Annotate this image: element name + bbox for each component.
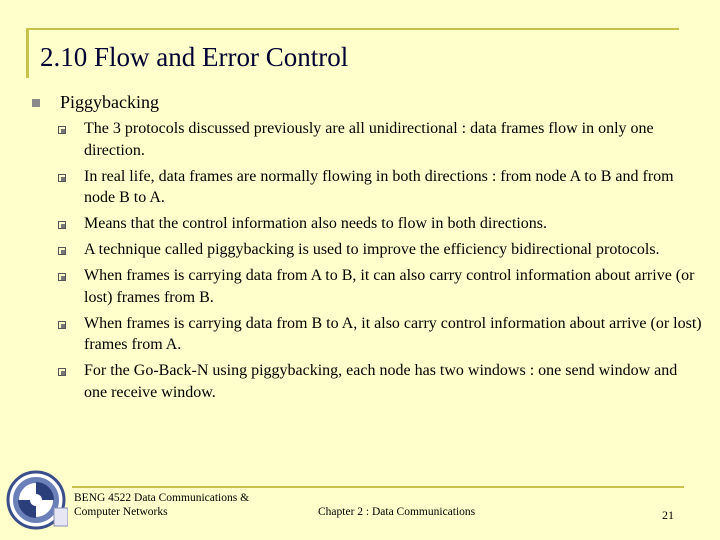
hollow-square-bullet-icon [58,174,66,182]
hollow-square-bullet-icon [58,368,66,376]
sub-bullet-text: A technique called piggybacking is used to improve the efficiency bidirectional protocols. [84,241,660,258]
sub-bullet-text: Means that the control information also needs to flow in both directions. [84,215,548,232]
footer-divider [72,486,684,488]
sub-bullet-text: When frames is carrying data from B to A, it also carry control information about arrive (or lost) frames from A. [84,314,702,353]
sub-bullet-text: For the Go-Back-N using piggybacking, each node has two windows : one send window and one receive window. [84,362,678,401]
sub-bullet-list [58,118,704,408]
sub-bullet [58,166,704,209]
footer-chapter: Chapter 2 : Data Communications [318,506,476,518]
hollow-square-bullet-icon [58,321,66,329]
sub-bullet [58,118,704,161]
footer-course-line-1: BENG 4522 Data Communications & [74,492,250,504]
square-bullet-icon [32,99,40,107]
main-bullet-text: Piggybacking [60,92,159,112]
sub-bullet [58,265,704,308]
sub-bullet [58,313,704,356]
hollow-square-bullet-icon [58,221,66,229]
hollow-square-bullet-icon [58,247,66,255]
hollow-square-bullet-icon [58,273,66,281]
footer-course [74,491,249,519]
main-bullet [32,92,159,113]
sub-bullet-text: The 3 protocols discussed previously are all unidirectional : data frames flow in only one direction. [84,120,654,159]
sub-bullet-text: In real life, data frames are normally flowing in both directions : from node A to B and from node B to A. [84,167,674,206]
sub-bullet [58,239,704,261]
sub-bullet [58,360,704,403]
footer-course-line-2: Computer Networks [74,506,168,518]
sub-bullet [58,213,704,235]
university-logo-icon [4,468,68,530]
page-number: 21 [662,508,674,522]
sub-bullet-text: When frames is carrying data from A to B, it can also carry control information about arrive (or lost) frames from B. [84,267,695,306]
slide-title: 2.10 Flow and Error Control [40,42,349,72]
hollow-square-bullet-icon [58,126,66,134]
